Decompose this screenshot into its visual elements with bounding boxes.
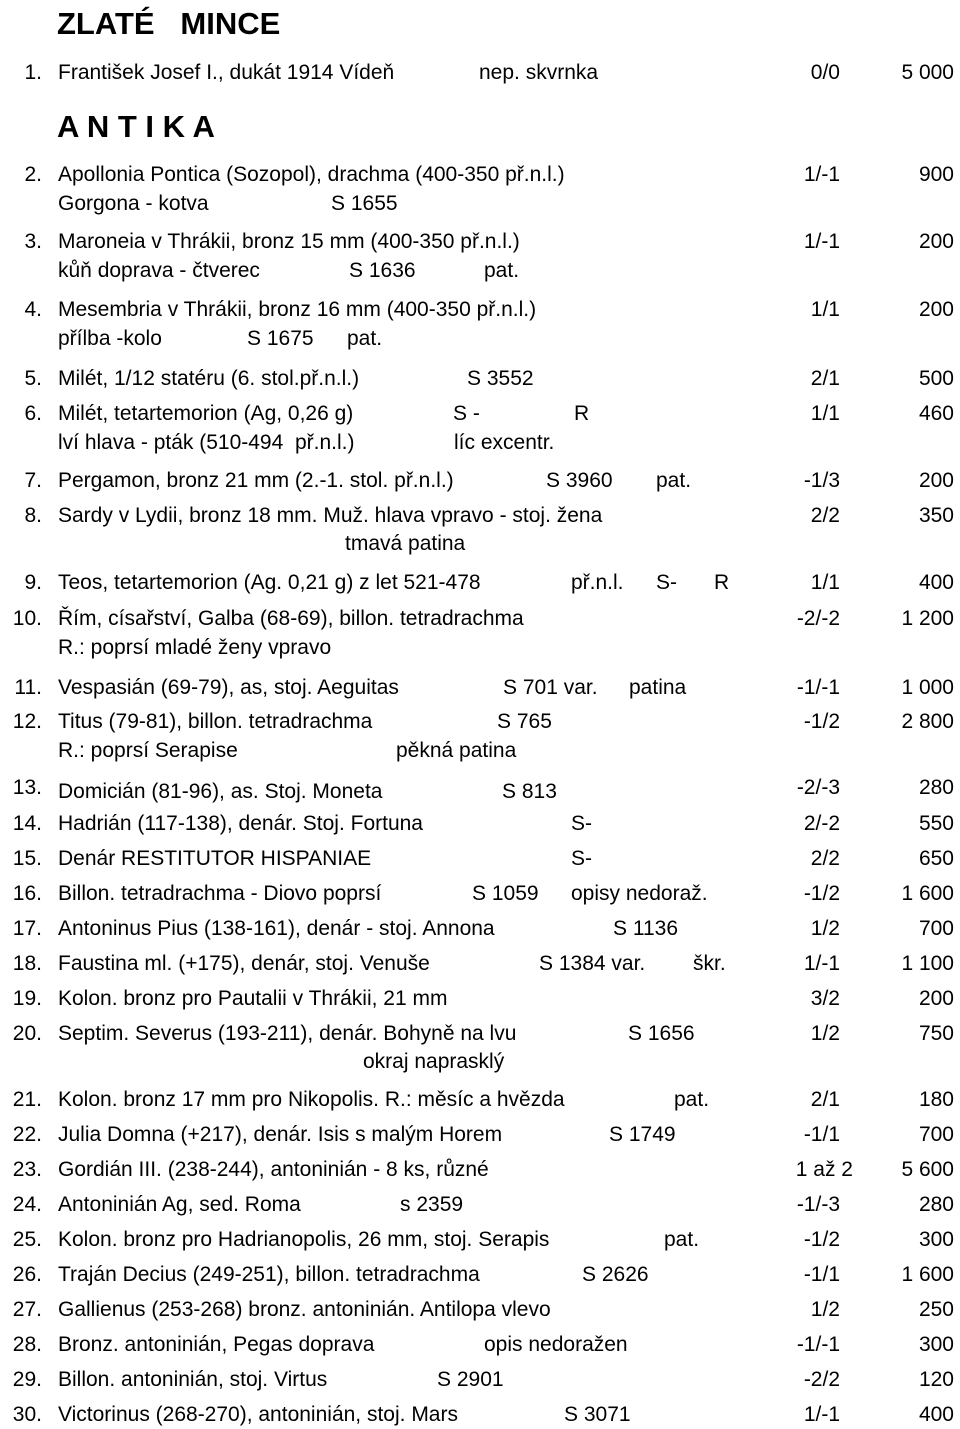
item-reference: S 2626 [582, 1263, 649, 1286]
item-grade: 1/2 [810, 917, 840, 940]
item-reference: S 1384 var. [539, 952, 646, 975]
item-price: 200 [918, 230, 954, 253]
item-note: okraj naprasklý [363, 1050, 505, 1073]
item-reference: S 1636 [349, 259, 416, 282]
item-price: 300 [918, 1228, 954, 1251]
item-reference: S 3960 [546, 469, 613, 492]
item-description: Gallienus (253-268) bronz. antoninián. Antilopa vlevo [58, 1298, 551, 1321]
item-number: 8. [24, 504, 42, 527]
item-grade: 2/-2 [803, 812, 840, 835]
item-number: 30. [12, 1403, 42, 1426]
item-number: 27. [12, 1298, 42, 1321]
item-grade: -1/2 [803, 710, 840, 733]
item-note: pat. [664, 1228, 700, 1251]
item-number: 5. [24, 367, 42, 390]
item-price: 1 000 [901, 676, 954, 699]
item-description: Maroneia v Thrákii, bronz 15 mm (400-350 př.n.l.) [58, 230, 520, 253]
item-description-line: Gorgona - kotva [58, 192, 209, 215]
item-reference: S- [656, 571, 677, 594]
item-description: Řím, císařství, Galba (68-69), billon. tetradrachma [58, 607, 524, 630]
item-grade: 0/0 [810, 61, 840, 84]
item-description: Mesembria v Thrákii, bronz 16 mm (400-350 př.n.l.) [58, 298, 537, 321]
item-reference: S 3552 [467, 367, 534, 390]
item-price: 400 [918, 571, 954, 594]
item-grade: 2/1 [810, 367, 840, 390]
item-price: 750 [918, 1022, 954, 1045]
item-reference: S 1749 [609, 1123, 676, 1146]
item-description-line: R.: poprsí Serapise [58, 739, 238, 762]
item-description-cont: př.n.l. [571, 571, 624, 594]
item-number: 3. [24, 230, 42, 253]
item-reference: S 1656 [628, 1022, 695, 1045]
item-reference: S 765 [497, 710, 552, 733]
item-description: Teos, tetartemorion (Ag. 0,21 g) z let 521-478 [58, 571, 481, 594]
item-price: 650 [918, 847, 954, 870]
item-number: 22. [12, 1123, 42, 1146]
item-price: 400 [918, 1403, 954, 1426]
item-description: Traján Decius (249-251), billon. tetradrachma [58, 1263, 480, 1286]
item-number: 1. [24, 61, 42, 84]
item-description: Victorinus (268-270), antoninián, stoj. Mars [58, 1403, 458, 1426]
item-grade: 3/2 [810, 987, 840, 1010]
item-reference: S- [571, 812, 592, 835]
item-description: Antoninián Ag, sed. Roma [58, 1193, 301, 1216]
item-description: František Josef I., dukát 1914 Vídeň [58, 61, 395, 84]
item-price: 300 [918, 1333, 954, 1356]
item-grade: 2/2 [810, 504, 840, 527]
item-number: 29. [12, 1368, 42, 1391]
item-price: 280 [918, 776, 954, 799]
item-grade: -1/3 [803, 469, 840, 492]
item-grade: -2/2 [803, 1368, 840, 1391]
item-reference: S 813 [502, 780, 557, 803]
item-grade: -1/1 [803, 1263, 840, 1286]
item-description: Denár RESTITUTOR HISPANIAE [58, 847, 372, 870]
section-title-gold-coins: ZLATÉ MINCE [57, 6, 281, 41]
item-price: 700 [918, 1123, 954, 1146]
item-grade: 1/1 [810, 402, 840, 425]
item-price: 1 600 [901, 1263, 954, 1286]
item-grade: 2/1 [810, 1088, 840, 1111]
item-number: 23. [12, 1158, 42, 1181]
item-description: Pergamon, bronz 21 mm (2.-1. stol. př.n.l.) [58, 469, 454, 492]
item-grade: -1/1 [803, 1123, 840, 1146]
item-price: 200 [918, 469, 954, 492]
item-number: 16. [12, 882, 42, 905]
item-grade: 1/2 [810, 1022, 840, 1045]
item-number: 6. [24, 402, 42, 425]
item-reference: S 1059 [472, 882, 539, 905]
item-note: opisy nedoraž. [571, 882, 708, 905]
item-grade: 1/-1 [803, 230, 840, 253]
item-grade: 1/1 [810, 298, 840, 321]
item-price: 1 600 [901, 882, 954, 905]
item-description-line: lví hlava - pták (510-494 př.n.l.) [58, 431, 355, 454]
item-reference: S 1136 [613, 917, 678, 940]
item-price: 460 [918, 402, 954, 425]
item-price: 350 [918, 504, 954, 527]
item-note: pat. [656, 469, 692, 492]
item-number: 2. [24, 163, 42, 186]
item-reference: S 3071 [564, 1403, 631, 1426]
item-note: nep. skvrnka [479, 61, 599, 84]
item-note: patina [629, 676, 687, 699]
item-reference: S- [571, 847, 592, 870]
section-title-antiquity: A N T I K A [57, 109, 215, 144]
item-grade: -1/-1 [796, 676, 840, 699]
item-note: tmavá patina [345, 532, 466, 555]
item-grade: -1/2 [803, 1228, 840, 1251]
item-number: 9. [24, 571, 42, 594]
item-number: 18. [12, 952, 42, 975]
item-description: Bronz. antoninián, Pegas doprava [58, 1333, 375, 1356]
item-price: 5 600 [901, 1158, 954, 1181]
item-number: 17. [12, 917, 42, 940]
item-note: škr. [693, 952, 726, 975]
item-price: 120 [918, 1368, 954, 1391]
item-note: pat. [484, 259, 520, 282]
item-number: 19. [12, 987, 42, 1010]
item-price: 280 [918, 1193, 954, 1216]
item-rarity: R [714, 571, 730, 594]
item-price: 180 [918, 1088, 954, 1111]
item-description-line: R.: poprsí mladé ženy vpravo [58, 636, 332, 659]
item-number: 26. [12, 1263, 42, 1286]
item-number: 21. [12, 1088, 42, 1111]
item-number: 11. [14, 676, 42, 699]
item-grade: 1/-1 [803, 163, 840, 186]
item-reference: S - [453, 402, 480, 425]
item-note: pat. [347, 327, 383, 350]
item-price: 5 000 [901, 61, 954, 84]
item-number: 14. [12, 812, 42, 835]
item-grade: -1/-1 [796, 1333, 840, 1356]
item-rarity: R [574, 402, 590, 425]
item-reference: S 1675 [247, 327, 314, 350]
item-grade: 1/-1 [803, 1403, 840, 1426]
item-description: Vespasián (69-79), as, stoj. Aeguitas [58, 676, 399, 699]
item-price: 200 [918, 987, 954, 1010]
item-number: 24. [12, 1193, 42, 1216]
item-description: Kolon. bronz pro Hadrianopolis, 26 mm, stoj. Serapis [58, 1228, 550, 1251]
item-number: 20. [12, 1022, 42, 1045]
item-price: 900 [918, 163, 954, 186]
item-price: 500 [918, 367, 954, 390]
item-reference: s 2359 [400, 1193, 464, 1216]
item-description: Kolon. bronz pro Pautalii v Thrákii, 21 mm [58, 987, 448, 1010]
item-grade: 1 až 2 [795, 1158, 853, 1181]
item-price: 1 200 [901, 607, 954, 630]
item-number: 25. [12, 1228, 42, 1251]
item-description: Antoninus Pius (138-161), denár - stoj. Annona [58, 917, 495, 940]
item-description: Titus (79-81), billon. tetradrachma [58, 710, 373, 733]
item-description: Domicián (81-96), as. Stoj. Moneta [58, 780, 383, 803]
item-description: Milét, tetartemorion (Ag, 0,26 g) [58, 402, 354, 425]
item-description: Gordián III. (238-244), antoninián - 8 ks, různé [58, 1158, 489, 1181]
item-description: Septim. Severus (193-211), denár. Bohyně na lvu [58, 1022, 517, 1045]
item-grade: 1/1 [810, 571, 840, 594]
item-number: 15. [12, 847, 42, 870]
item-grade: 1/-1 [803, 952, 840, 975]
item-description: Kolon. bronz 17 mm pro Nikopolis. R.: měsíc a hvězda [58, 1088, 565, 1111]
item-note: pat. [674, 1088, 710, 1111]
item-price: 700 [918, 917, 954, 940]
item-grade: -2/-3 [796, 776, 840, 799]
item-reference: S 2901 [437, 1368, 504, 1391]
item-description: Apollonia Pontica (Sozopol), drachma (400-350 př.n.l.) [58, 163, 565, 186]
item-number: 13. [12, 776, 42, 799]
item-grade: -1/2 [803, 882, 840, 905]
item-note: opis nedoražen [484, 1333, 628, 1356]
item-description: Sardy v Lydii, bronz 18 mm. Muž. hlava vpravo - stoj. žena [58, 504, 603, 527]
item-description: Faustina ml. (+175), denár, stoj. Venuše [58, 952, 430, 975]
item-description: Billon. antoninián, stoj. Virtus [58, 1368, 328, 1391]
item-number: 10. [12, 607, 42, 630]
item-price: 250 [918, 1298, 954, 1321]
item-grade: 2/2 [810, 847, 840, 870]
item-price: 1 100 [901, 952, 954, 975]
item-reference: S 701 var. [503, 676, 598, 699]
item-grade: -1/-3 [796, 1193, 840, 1216]
item-reference: S 1655 [331, 192, 398, 215]
item-grade: -2/-2 [796, 607, 840, 630]
item-price: 550 [918, 812, 954, 835]
item-grade: 1/2 [810, 1298, 840, 1321]
item-number: 12. [12, 710, 42, 733]
item-note: líc excentr. [454, 431, 555, 454]
item-note: pěkná patina [396, 739, 517, 762]
item-price: 200 [918, 298, 954, 321]
item-number: 28. [12, 1333, 42, 1356]
item-number: 4. [24, 298, 42, 321]
item-description: Julia Domna (+217), denár. Isis s malým Horem [58, 1123, 503, 1146]
item-description: Billon. tetradrachma - Diovo poprsí [58, 882, 382, 905]
item-price: 2 800 [901, 710, 954, 733]
item-number: 7. [24, 469, 42, 492]
item-description: Milét, 1/12 statéru (6. stol.př.n.l.) [58, 367, 360, 390]
item-description: Hadrián (117-138), denár. Stoj. Fortuna [58, 812, 423, 835]
item-description-line: kůň doprava - čtverec [58, 259, 260, 282]
item-description-line: přílba -kolo [58, 327, 162, 350]
